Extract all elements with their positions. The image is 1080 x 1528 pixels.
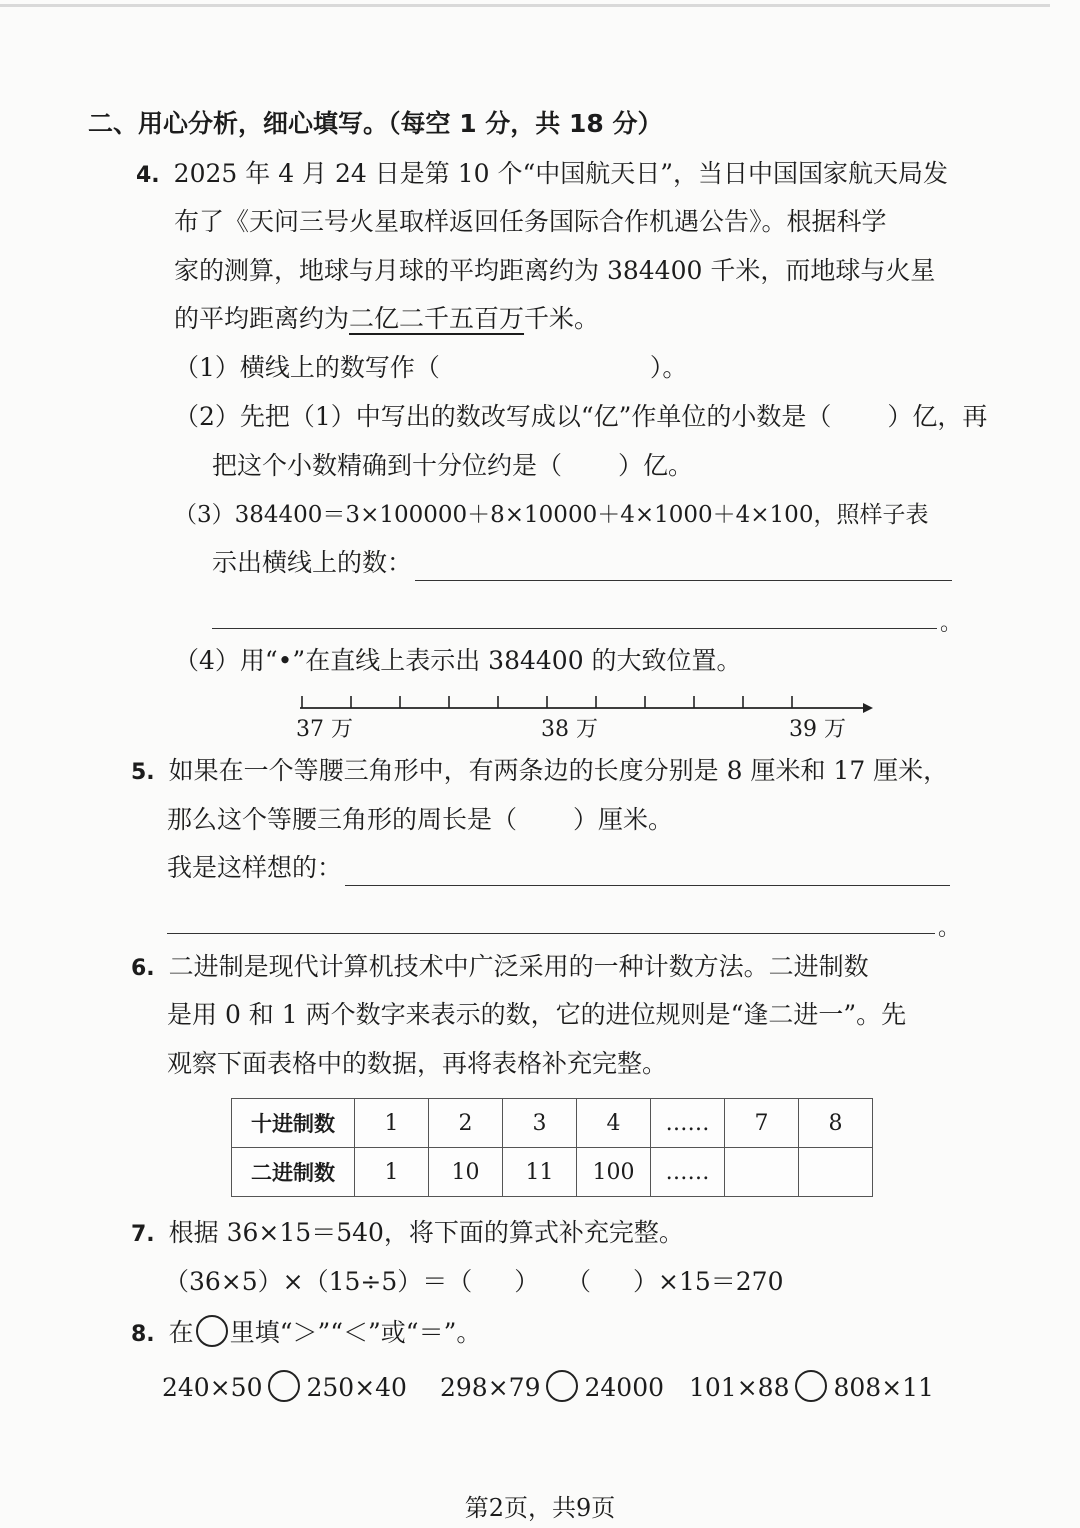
q5-reasoning-line-2[interactable] [167, 933, 935, 934]
table-answer-cell-8[interactable] [799, 1148, 873, 1197]
q4-part-3a: （3）384400＝3×100000＋8×10000＋4×1000＋4×100，照样子表 [174, 502, 929, 528]
q6-number: 6. [131, 956, 155, 981]
q5-line-2 [167, 803, 673, 837]
number-line-label-38: 38 万 [541, 717, 598, 742]
table-cell: 10 [429, 1148, 503, 1197]
table-cell: 100 [577, 1148, 651, 1197]
q5-text-1: 如果在一个等腰三角形中，有两条边的长度分别是 8 厘米和 17 厘米， [168, 756, 949, 785]
q4-part-2b-end: ）亿。 [618, 451, 694, 480]
q4-part-2a [174, 400, 987, 434]
q4-part-3-period: 。 [940, 611, 963, 636]
q4-part-3-answer-line-2[interactable] [212, 628, 937, 629]
q5-reasoning-line-1[interactable] [345, 885, 950, 886]
q6-text-3: 观察下面表格中的数据，再将表格补充完整。 [167, 1049, 668, 1078]
q7-text-1: 根据 36×15＝540，将下面的算式补充完整。 [168, 1218, 684, 1247]
q4-number: 4. [136, 163, 160, 188]
table-header-binary: 二进制数 [232, 1148, 355, 1197]
q8-compare-1 [162, 1370, 407, 1405]
q4-underlined-number-words: 二亿二千五百万 [349, 304, 525, 333]
table-header-decimal: 十进制数 [232, 1099, 355, 1148]
table-cell: 2 [429, 1099, 503, 1148]
q8-compare-2 [440, 1370, 664, 1405]
q4-part-1 [174, 351, 687, 385]
q7-expr1-text: （36×5）×（15÷5）＝（ [164, 1267, 473, 1296]
q8-c2-right: 24000 [584, 1373, 665, 1402]
q5-text-2: 那么这个等腰三角形的周长是（ [167, 805, 518, 834]
q8-c3-right: 808×11 [833, 1373, 934, 1402]
q4-line-1 [136, 157, 948, 193]
q8-c2-answer-circle[interactable] [546, 1370, 578, 1402]
scan-top-edge [0, 4, 1050, 7]
table-cell: 1 [355, 1148, 429, 1197]
q8-c2-left: 298×79 [440, 1373, 541, 1402]
q4-text-1: 2025 年 4 月 24 日是第 10 个“中国航天日”，当日中国国家航天局发 [173, 159, 949, 188]
q8-text-post: 里填“＞”“＜”或“＝”。 [229, 1318, 482, 1347]
q4-text-4-post: 千米。 [524, 304, 600, 333]
q6-text-1: 二进制是现代计算机技术中广泛采用的一种计数方法。二进制数 [168, 952, 869, 981]
table-cell: 3 [503, 1099, 577, 1148]
number-line-label-37: 37 万 [296, 717, 353, 742]
q6-text-2: 是用 0 和 1 两个数字来表示的数，它的进位规则是“逢二进一”。先 [167, 1000, 907, 1029]
binary-table [231, 1098, 873, 1197]
table-cell: …… [651, 1148, 725, 1197]
q8-c1-answer-circle[interactable] [268, 1370, 300, 1402]
q8-line-1 [131, 1315, 481, 1352]
q5-number: 5. [131, 760, 155, 785]
q8-number: 8. [131, 1322, 155, 1347]
q7-expr1-end: ） [514, 1267, 540, 1296]
q5-period: 。 [938, 916, 961, 941]
q7-expr2-text: （ [566, 1267, 592, 1296]
q8-c1-right: 250×40 [306, 1373, 407, 1402]
table-cell: 8 [799, 1099, 873, 1148]
q4-part-2b [212, 449, 693, 483]
table-row-binary [232, 1148, 873, 1197]
q4-part-1-text: （1）横线上的数写作（ [174, 353, 440, 382]
q4-line-4 [174, 302, 599, 336]
q5-text-3: 我是这样想的： [167, 853, 343, 882]
circle-icon [196, 1315, 228, 1347]
table-cell: …… [651, 1099, 725, 1148]
q8-c1-left: 240×50 [162, 1373, 263, 1402]
q8-c3-answer-circle[interactable] [795, 1370, 827, 1402]
q4-part-3b: 示出横线上的数： [212, 548, 413, 577]
q4-part-2a-text: （2）先把（1）中写出的数改写成以“亿”作单位的小数是（ [174, 402, 832, 431]
q5-line-1 [131, 754, 948, 790]
table-cell: 4 [577, 1099, 651, 1148]
q4-part-3-answer-line-1[interactable] [415, 580, 952, 581]
number-line-label-39: 39 万 [789, 717, 846, 742]
q7-expression-1 [164, 1265, 539, 1299]
q8-compare-3 [689, 1370, 934, 1405]
table-answer-cell-7[interactable] [725, 1148, 799, 1197]
q4-part-4: （4）用“•”在直线上表示出 384400 的大致位置。 [174, 646, 742, 675]
q7-expr2-end: ）×15＝270 [633, 1267, 784, 1296]
table-cell: 11 [503, 1148, 577, 1197]
q4-text-4-pre: 的平均距离约为 [174, 304, 350, 333]
table-row-decimal [232, 1099, 873, 1148]
q7-expression-2 [566, 1265, 784, 1299]
page-footer: 第2页，共9页 [464, 1494, 616, 1522]
q7-line-1 [131, 1216, 684, 1252]
q8-text-pre: 在 [168, 1318, 194, 1347]
q4-text-3: 家的测算，地球与月球的平均距离约为 384400 千米，而地球与火星 [174, 256, 936, 285]
q5-text-2-end: ）厘米。 [573, 805, 674, 834]
q6-line-1 [131, 950, 869, 986]
q8-c3-left: 101×88 [689, 1373, 790, 1402]
q4-part-1-end: ）。 [649, 353, 688, 382]
q4-part-2a-end: ）亿，再 [887, 402, 988, 431]
section-title: 二、用心分析，细心填写。（每空 1 分，共 18 分） [88, 109, 663, 138]
table-cell: 1 [355, 1099, 429, 1148]
table-cell: 7 [725, 1099, 799, 1148]
q7-number: 7. [131, 1222, 155, 1247]
q4-text-2: 布了《天问三号火星取样返回任务国际合作机遇公告》。根据科学 [174, 207, 887, 236]
q4-part-2b-text: 把这个小数精确到十分位约是（ [212, 451, 563, 480]
